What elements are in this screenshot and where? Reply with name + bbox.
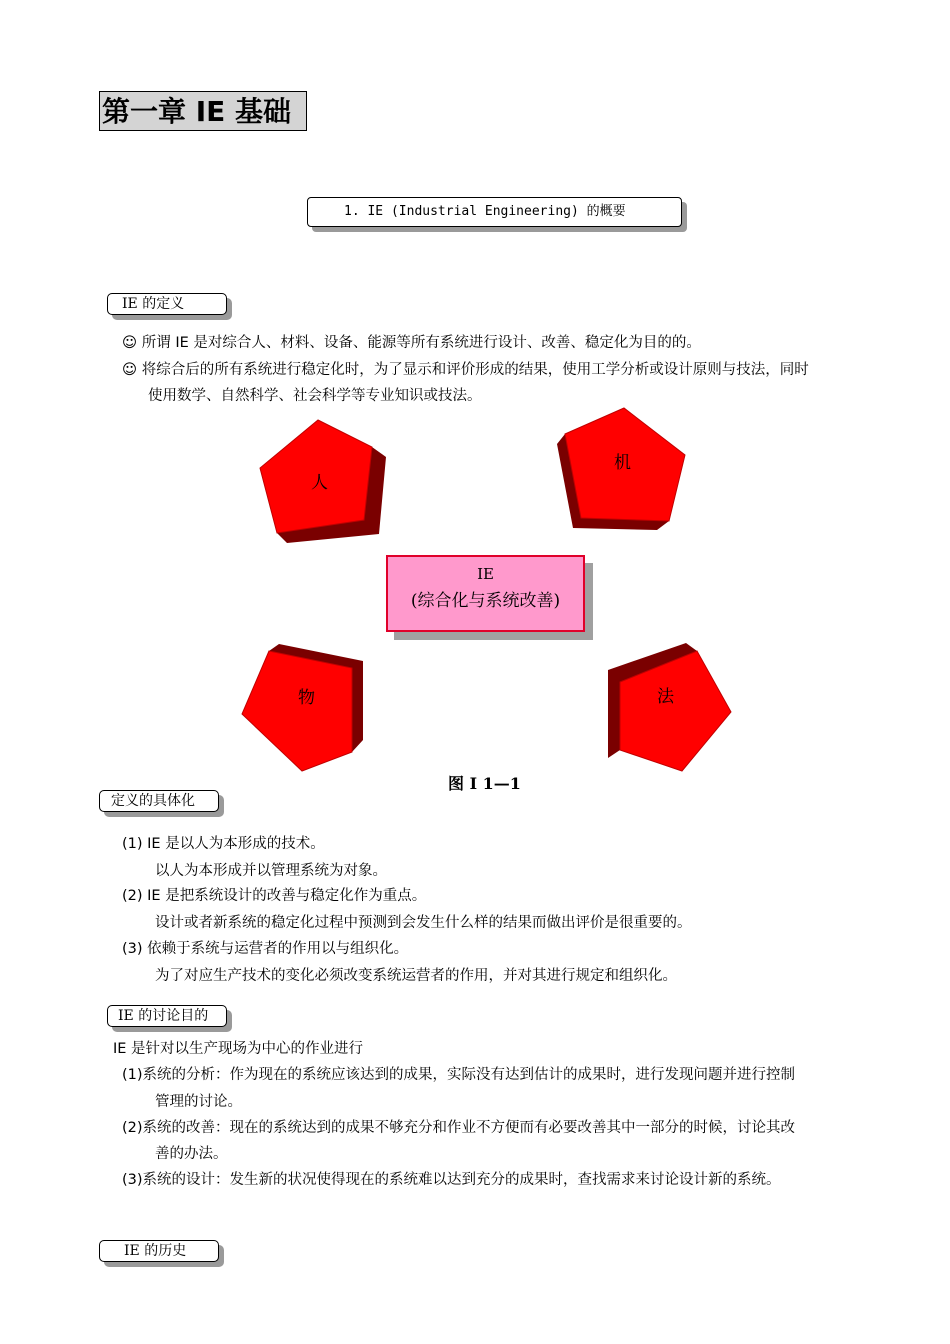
purpose-line-2: (1)系统的分析：作为现在的系统应该达到的成果，实际没有达到估计的成果时，进行发现问题并进行控制 <box>122 1067 796 1083</box>
concretization-line-2: 以人为本形成并以管理系统为对象。 <box>155 863 387 879</box>
center-box-title: IE <box>477 565 494 583</box>
purpose-label: IE 的讨论目的 <box>107 1005 227 1027</box>
concretization-line-4: 设计或者新系统的稳定化过程中预测到会发生什么样的结果而做出评价是很重要的。 <box>155 915 692 931</box>
definition-label: IE 的定义 <box>107 293 227 315</box>
definition-line-3: 使用数学、自然科学、社会科学等专业知识或技法。 <box>148 388 482 404</box>
arrow-label-method: 法 <box>657 687 674 707</box>
history-label: IE 的历史 <box>99 1240 219 1262</box>
arrow-method <box>608 643 731 771</box>
arrow-label-machine: 机 <box>614 453 631 473</box>
purpose-line-3: 管理的讨论。 <box>155 1094 242 1110</box>
concretization-line-3: (2) IE 是把系统设计的改善与稳定化作为重点。 <box>122 888 427 904</box>
definition-line-2: ☺ 将综合后的所有系统进行稳定化时，为了显示和评价形成的结果，使用工学分析或设计原则与技法，同时 <box>122 362 809 378</box>
figure-caption: 图 I 1—1 <box>448 774 521 793</box>
arrow-label-people: 人 <box>311 473 328 493</box>
purpose-line-6: (3)系统的设计：发生新的状况使得现在的系统难以达到充分的成果时，查找需求来讨论设计新的系统。 <box>122 1172 781 1188</box>
chapter-title: 第一章 IE 基础 <box>99 91 307 131</box>
concretization-line-6: 为了对应生产技术的变化必须改变系统运营者的作用，并对其进行规定和组织化。 <box>155 968 677 984</box>
purpose-line-4: (2)系统的改善：现在的系统达到的成果不够充分和作业不方便而有必要改善其中一部分的时候，讨论其改 <box>122 1120 796 1136</box>
definition-line-1: ☺ 所谓 IE 是对综合人、材料、设备、能源等所有系统进行设计、改善、稳定化为目的的。 <box>122 335 701 351</box>
ie-center-box <box>386 555 585 632</box>
purpose-line-1: IE 是针对以生产现场为中心的作业进行 <box>113 1041 364 1057</box>
purpose-line-5: 善的办法。 <box>155 1146 228 1162</box>
concretization-label: 定义的具体化 <box>99 790 219 812</box>
arrow-label-material: 物 <box>298 688 315 708</box>
concretization-line-1: (1) IE 是以人为本形成的技术。 <box>122 836 325 852</box>
section-heading: 1. IE (Industrial Engineering) 的概要 <box>307 197 682 227</box>
center-box-subtitle: (综合化与系统改善) <box>410 591 561 611</box>
concretization-line-5: (3) 依赖于系统与运营者的作用以与组织化。 <box>122 941 409 957</box>
